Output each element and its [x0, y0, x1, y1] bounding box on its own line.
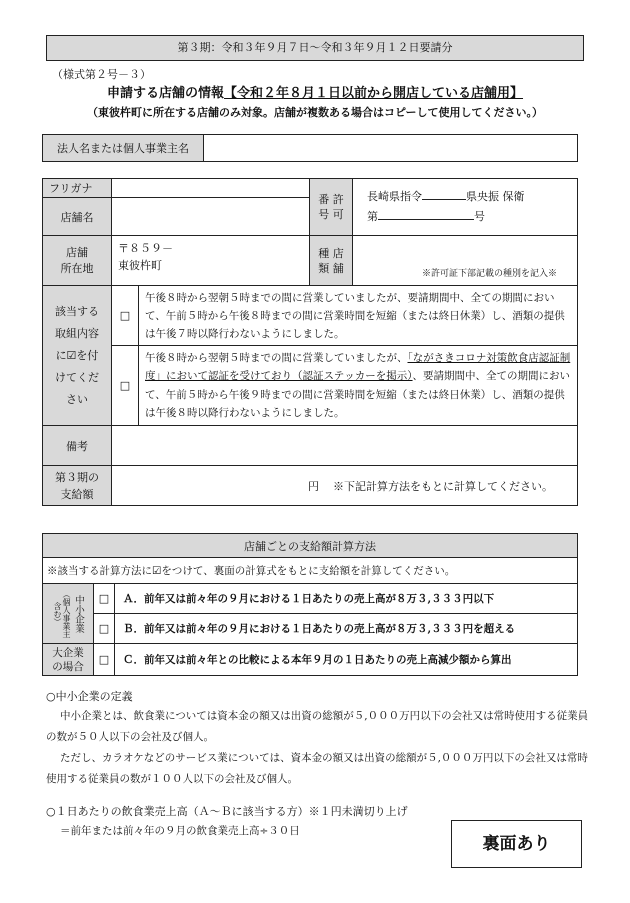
definition-para1: 中小企業とは、飲食業については資本金の額又は出資の総額が５,０００万円以下の会社又は常時使用する従業員の数が５０人以下の会社及び個人。: [46, 710, 589, 743]
definition-heading: ○中小企業の定義: [46, 690, 133, 703]
permit-go: 号: [473, 210, 485, 223]
shop-type-label: 種 店 類 舗: [309, 236, 352, 286]
daily-sales-heading: ○１日あたりの飲食業売上高（Ａ～Ｂに該当する方）※１円未満切り上げ: [46, 805, 408, 818]
measure-checkbox-2[interactable]: □: [112, 346, 139, 426]
measure-option-2-b: 、要請期間中、全ての期間において、午前５時から午後９時までの間に営業時間を短縮（または終日休業）し、酒類の提供は午後８時以降行わないようにしました。: [145, 370, 571, 419]
address-label: 店舗 所在地: [43, 236, 112, 286]
calc-table: [42, 533, 578, 676]
back-side-box: 裏面あり: [451, 820, 582, 868]
calc-option-a: Ａ．前年又は前々年の９月における１日あたりの売上高が８万３,３３３円以下: [115, 584, 578, 614]
postal-code: 〒８５９－: [118, 242, 173, 255]
definition-para2: ただし、カラオケなどのサービス業については、資本金の額又は出資の総額が５,０００万円以下の会社又は常時使用する従業員の数が１００人以下の会社及び個人。: [46, 752, 588, 785]
corp-name-field[interactable]: [204, 135, 578, 162]
measure-option-2-a: 午後８時から翌朝５時までの間に営業していましたが、: [145, 351, 408, 364]
calc-header: 店舗ごとの支給額計算方法: [43, 534, 578, 558]
page-title: [0, 82, 630, 101]
measure-option-2: [139, 346, 578, 426]
calc-instruction: ※該当する計算方法に☑をつけて、裏面の計算式をもとに支給額を計算してください。: [43, 558, 578, 584]
measure-option-2-underlined: 「ながさきコロナ対策飲食店認証制度」において認証を受けており（認証ステッカーを掲示）: [145, 351, 571, 382]
measure-option-1: 午後８時から翌朝５時までの間に営業していましたが、要請期間中、全ての期間において、午前５時から午後８時までの間に営業時間を短縮（または終日休業）し、酒類の提供は午後７時以降行わないようにしました。: [139, 286, 578, 346]
measure-checkbox-1[interactable]: □: [112, 286, 139, 346]
payment-unit: 円: [308, 479, 319, 493]
permit-dai: 第: [366, 210, 378, 223]
calc-checkbox-a[interactable]: □: [94, 584, 115, 614]
remarks-field[interactable]: [112, 426, 578, 466]
corp-name-table: [42, 134, 578, 162]
period-banner: 第３期：令和３年９月７日～令和３年９月１２日要請分: [46, 35, 584, 61]
remarks-label: 備考: [43, 426, 112, 466]
town-name: 東彼杵町: [118, 259, 162, 272]
permit-office: 県央振 保衛: [465, 190, 525, 203]
permit-pref: 長崎県指令: [366, 190, 422, 203]
shop-name-label: 店舗名: [43, 198, 112, 236]
calc-checkbox-b[interactable]: □: [94, 614, 115, 644]
calc-option-c: Ｃ．前年又は前々年との比較による本年９月の１日あたりの売上高減少額から算出: [115, 644, 578, 676]
shop-name-field[interactable]: [112, 198, 310, 236]
calc-option-b: Ｂ．前年又は前々年の９月における１日あたりの売上高が８万３,３３３円を超える: [115, 614, 578, 644]
shop-type-field[interactable]: [352, 236, 577, 286]
page-subtitle: （東彼杵町に所在する店舗のみ対象。店舗が複数ある場合はコピーして使用してください。）: [86, 106, 544, 119]
sme-label-main: 中小企業: [73, 594, 84, 633]
payment-label: 第３期の 支給額: [43, 466, 112, 506]
large-label: 大企業 の場合: [43, 644, 94, 676]
form-number: （様式第２号－３）: [52, 68, 151, 81]
title-bracket: 【令和２年８月１日以前から開店している店舗用】: [224, 86, 524, 101]
measures-label: 該当する 取組内容 に☑を付 けてくだ さい: [43, 286, 112, 426]
payment-note: ※下記計算方法をもとに計算してください。: [333, 479, 553, 493]
sme-label-sub: （個人事業主含む）: [53, 589, 71, 638]
furigana-field[interactable]: [112, 179, 310, 198]
permit-no-field[interactable]: [352, 179, 577, 236]
corp-name-label: 法人名または個人事業主名: [43, 135, 204, 162]
sme-label: [43, 584, 94, 644]
permit-no-label: 番 許 号 可: [309, 179, 352, 236]
calc-checkbox-c[interactable]: □: [94, 644, 115, 676]
furigana-label: フリガナ: [43, 179, 112, 198]
title-prefix: 申請する店舗の情報: [106, 86, 224, 101]
shop-type-note: ※許可証下部記載の種別を記入※: [421, 269, 557, 279]
address-field[interactable]: [112, 236, 310, 286]
payment-field[interactable]: [112, 466, 578, 506]
shop-table: [42, 178, 578, 506]
daily-sales-formula: ＝前年または前々年の９月の飲食業売上高÷３０日: [60, 825, 300, 837]
